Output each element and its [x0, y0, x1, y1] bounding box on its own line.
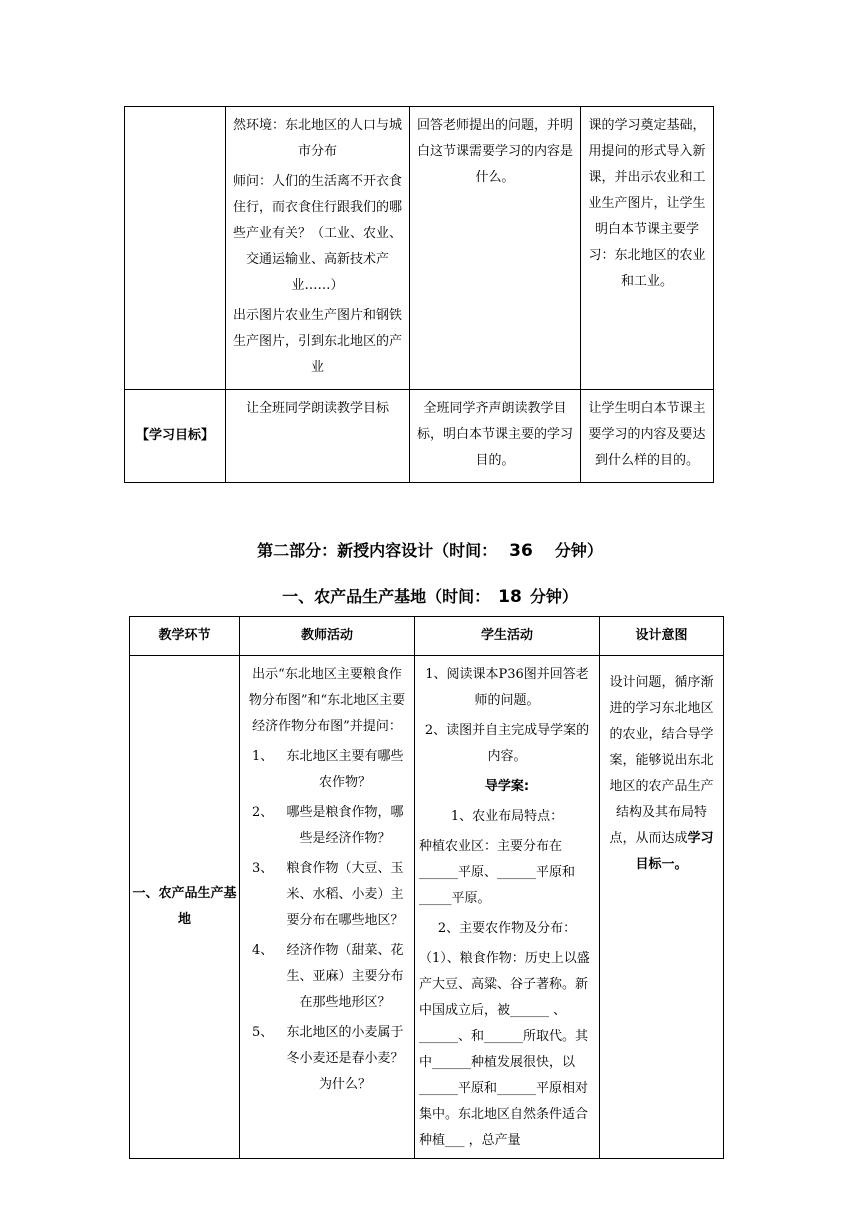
design-intent-cell — [581, 390, 714, 483]
guide-item: 2、主要农作物及分布： — [437, 921, 577, 936]
heading-suffix: 分钟） — [529, 587, 578, 606]
guide-title: 导学案: — [484, 779, 530, 794]
question-item: 2、 哪些是粮食作物，哪些是经济作物？ — [252, 805, 404, 846]
teacher-activity-cell — [240, 656, 415, 1159]
intent-text: 让学生明白本节课主要学习的内容及要达到什么样的目的。 — [588, 401, 706, 468]
table-row — [125, 390, 714, 483]
question-item: 3、 粮食作物（大豆、玉米、水稻、小麦）主要分布在哪些地区？ — [252, 861, 404, 928]
table-row — [130, 656, 724, 1159]
stage-label: 【学习目标】 — [125, 390, 226, 483]
teacher-text: 然环境：东北地区的人口与城市分布 — [232, 118, 402, 159]
guide-item: 1、农业布局特点： — [450, 809, 564, 824]
heading-suffix: 分钟） — [554, 541, 603, 560]
student-text: 1、阅读课本P36图并回答老师的问题。 — [425, 667, 589, 708]
lesson-table-bottom — [129, 616, 724, 1159]
heading-minutes: 36 — [509, 541, 533, 561]
heading-minutes: 18 — [498, 587, 522, 607]
student-activity-cell — [410, 107, 581, 390]
subsection-heading — [0, 584, 860, 607]
heading-prefix: 第二部分：新授内容设计（时间： — [257, 541, 498, 560]
teacher-activity-cell — [226, 107, 410, 390]
question-item: 1、 东北地区主要有哪些农作物？ — [252, 749, 404, 790]
intent-goal: 学习目标一。 — [635, 831, 714, 872]
section-heading — [0, 538, 860, 561]
column-header: 学生活动 — [415, 617, 600, 656]
table-header-row — [130, 617, 724, 656]
table-row — [125, 107, 714, 390]
teacher-text: 出示图片农业生产图片和钢铁生产图片，引到东北地区的产业 — [232, 308, 402, 375]
lesson-table-top — [124, 106, 714, 483]
guide-text: 种植农业区：主要分布在______平原、______平原和_____平原。 — [419, 839, 576, 906]
guide-text: （1）、粮食作物：历史上以盛产大豆、高粱、谷子著称。新中国成立后，被______ 、______、和______所取代。其中______种植发展很快，以______平原和______平原相对集中。东北地区自然条件适合种植___ ，总产量 — [419, 951, 590, 1148]
teacher-text: 师问：人们的生活离不开衣食住行，而衣食住行跟我们的哪些产业有关？（工业、农业、交通运输业、高新技术产业……） — [232, 174, 402, 293]
teacher-intro: 出示“东北地区主要粮食作物分布图”和“东北地区主要经济作物分布图”并提问： — [248, 667, 406, 734]
question-item: 4、 经济作物（甜菜、花生、亚麻）主要分布在那些地形区？ — [252, 943, 404, 1010]
column-header: 设计意图 — [600, 617, 724, 656]
student-activity-cell — [415, 656, 600, 1159]
teacher-text: 让全班同学朗读教学目标 — [245, 401, 389, 416]
student-text: 2、读图并自主完成导学案的内容。 — [424, 723, 590, 764]
teacher-activity-cell — [226, 390, 410, 483]
question-item: 5、 东北地区的小麦属于冬小麦还是春小麦？为什么？ — [252, 1025, 404, 1092]
student-activity-cell — [410, 390, 581, 483]
column-header: 教师活动 — [240, 617, 415, 656]
column-header: 教学环节 — [130, 617, 240, 656]
stage-label: 一、农产品生产基地 — [130, 656, 240, 1159]
stage-cell — [125, 107, 226, 390]
intent-text: 设计问题，循序渐进的学习东北地区的农业，结合导学案，能够说出东北地区的农产品生产结构及其布局特点，从而达成学习目标一。 — [609, 675, 714, 872]
design-intent-cell — [600, 656, 724, 1159]
heading-prefix: 一、农产品生产基地（时间： — [282, 587, 491, 606]
student-text: 回答老师提出的问题，并明白这节课需要学习的内容是什么。 — [416, 118, 573, 185]
design-intent-cell — [581, 107, 714, 390]
student-text: 全班同学齐声朗读教学目标，明白本节课主要的学习目的。 — [416, 401, 573, 468]
intent-text: 课的学习奠定基础，用提问的形式导入新课，并出示农业和工业生产图片，让学生明白本节课主要学习：东北地区的农业和工业。 — [588, 118, 706, 289]
